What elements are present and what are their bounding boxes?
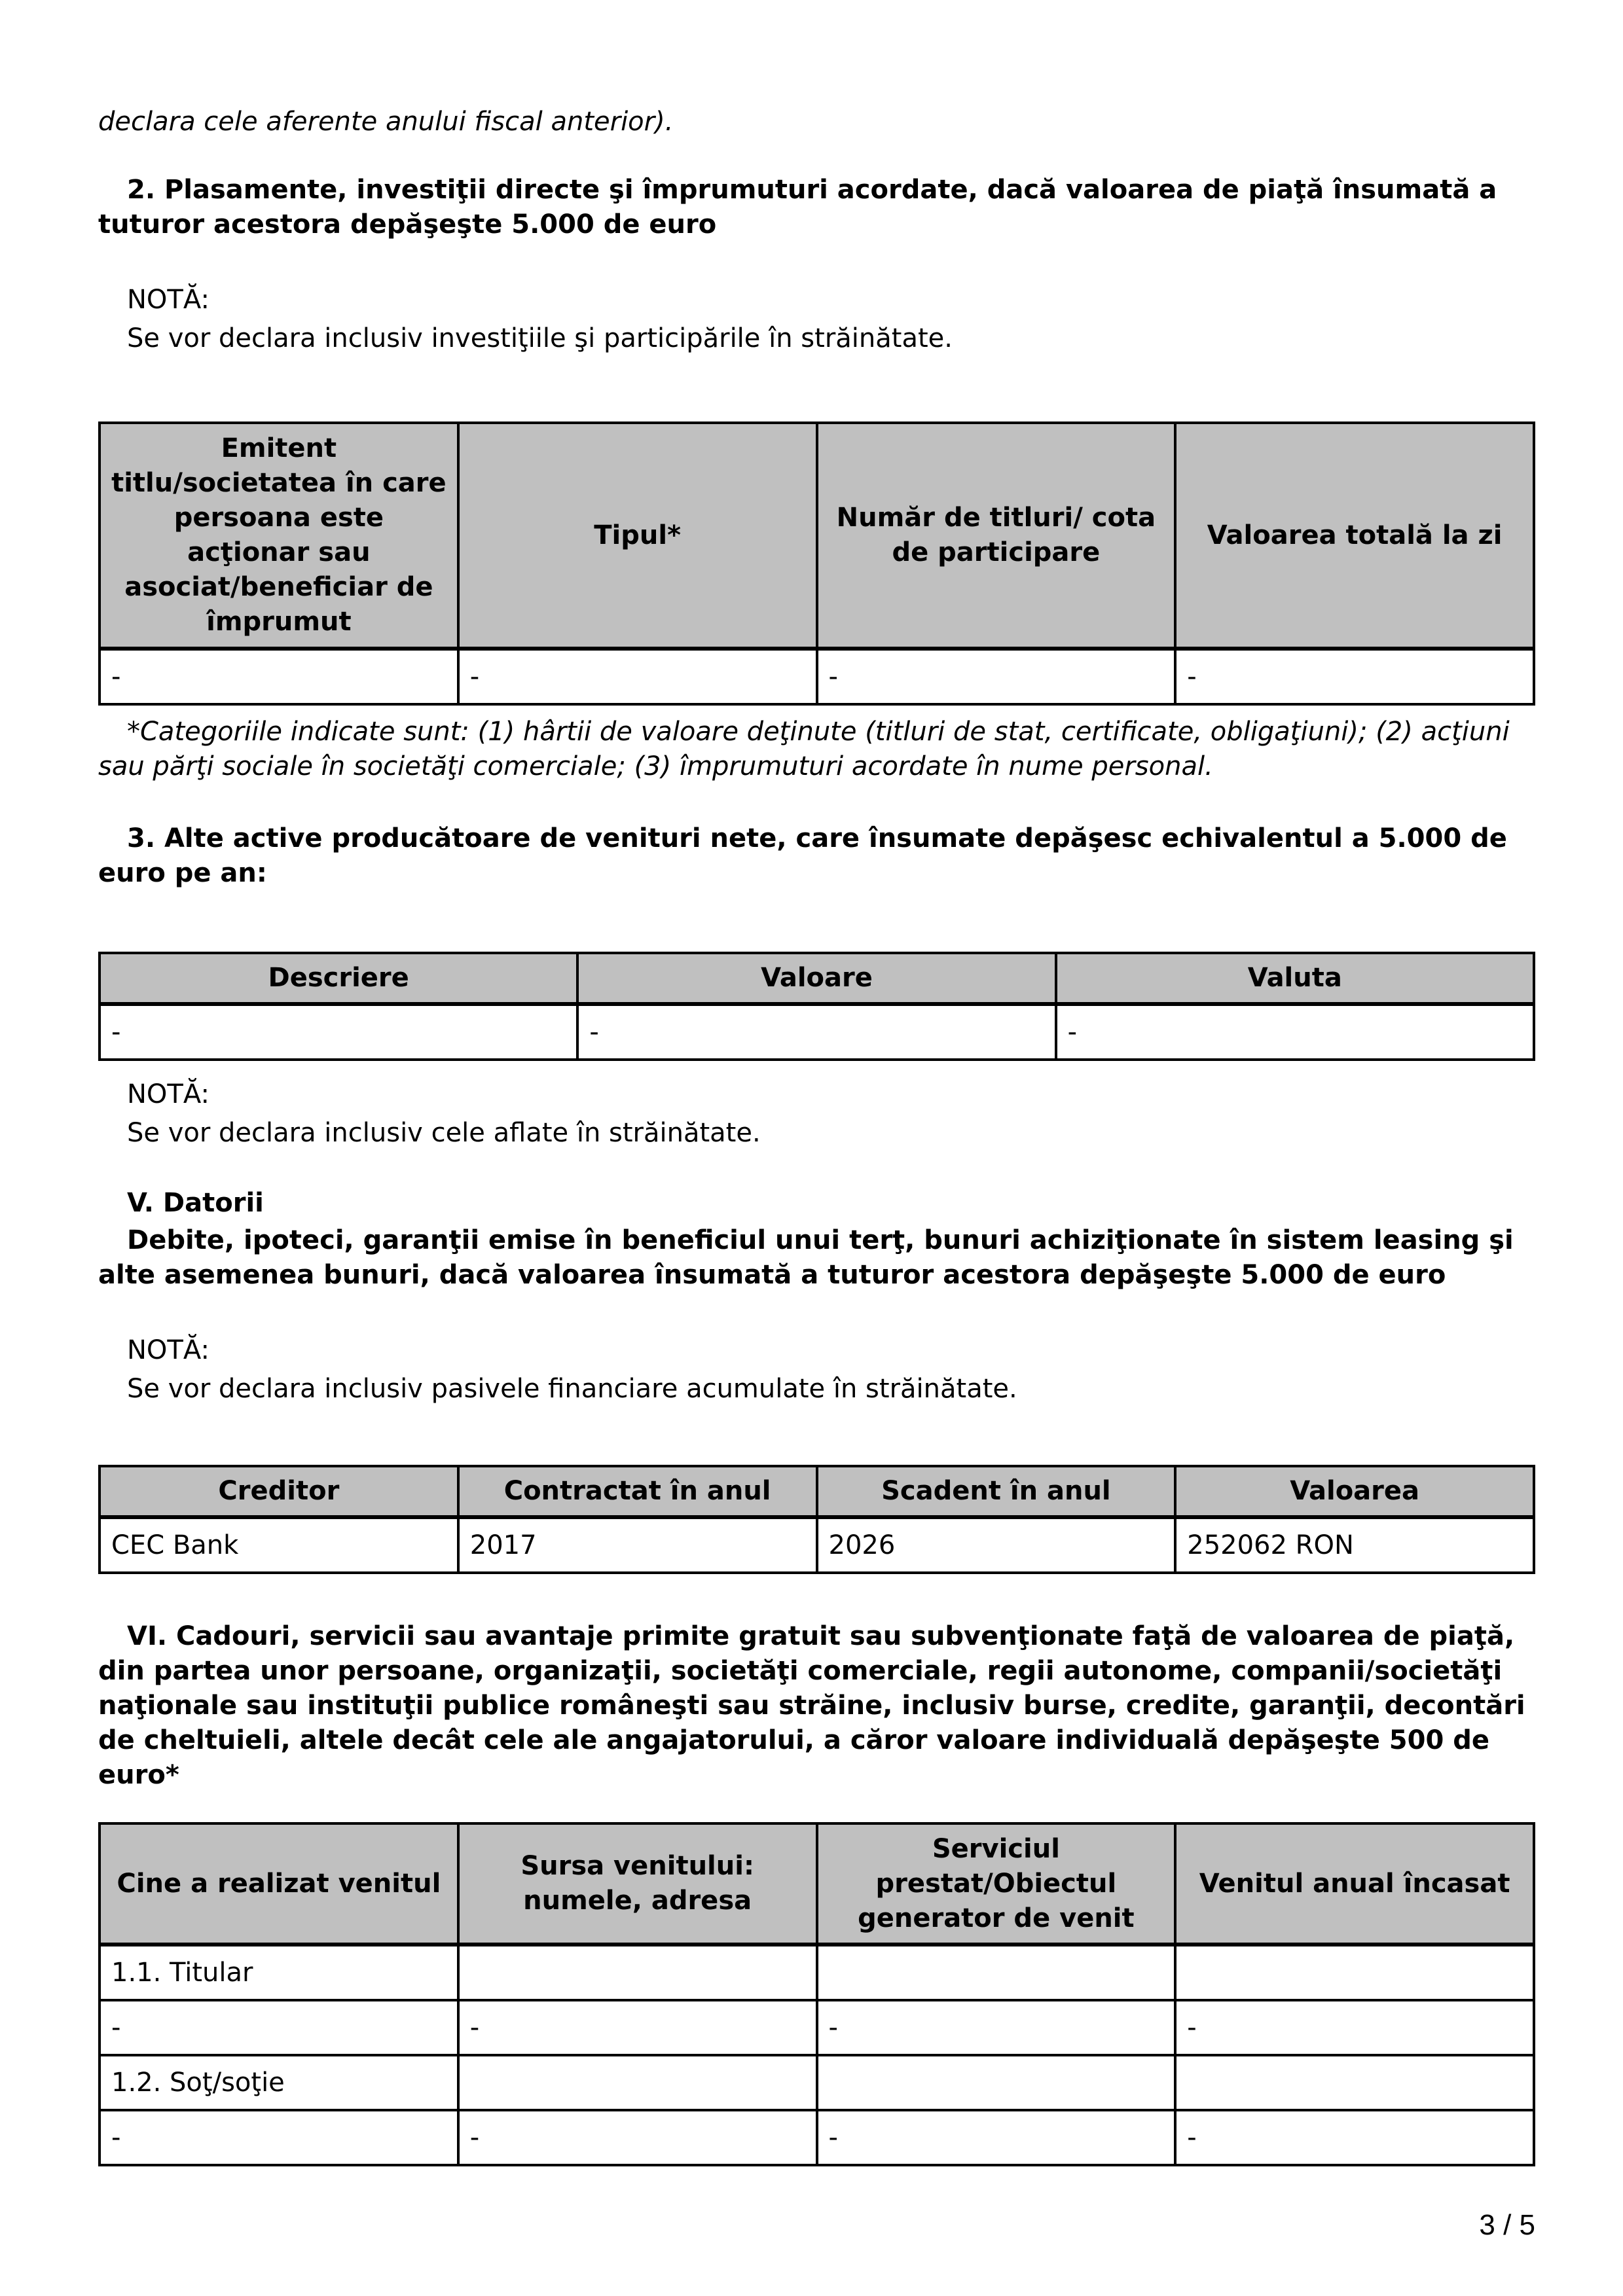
column-header-scadent: Scadent în anul bbox=[817, 1466, 1176, 1517]
table-cell bbox=[1175, 2055, 1534, 2110]
table-cell bbox=[1175, 1945, 1534, 2000]
table-cell-creditor: CEC Bank bbox=[100, 1517, 458, 1573]
table-cell-scadent: 2026 bbox=[817, 1517, 1176, 1573]
column-header-cine: Cine a realizat venitul bbox=[100, 1823, 458, 1945]
table-cell bbox=[817, 1945, 1176, 2000]
column-header-valoarea: Valoarea bbox=[1175, 1466, 1534, 1517]
section-3-heading: 3. Alte active producătoare de venituri nete, care însumate depăşesc echivalentul a 5.000 de euro pe an: bbox=[98, 823, 1507, 888]
table-row bbox=[100, 649, 1534, 704]
gifts-table bbox=[98, 1822, 1535, 2166]
section-5-note-text: Se vor declara inclusiv pasivele financiare acumulate în străinătate. bbox=[127, 1374, 1017, 1404]
table-cell: - bbox=[817, 2110, 1176, 2165]
table-cell: 1.1. Titular bbox=[100, 1945, 458, 2000]
column-header-sursa: Sursa venitului: numele, adresa bbox=[458, 1823, 817, 1945]
table-cell: - bbox=[100, 1004, 577, 1060]
table-cell: 1.2. Soţ/soţie bbox=[100, 2055, 458, 2110]
column-header-creditor: Creditor bbox=[100, 1466, 458, 1517]
column-header-tipul: Tipul* bbox=[458, 423, 817, 649]
table-cell-valoarea: 252062 RON bbox=[1175, 1517, 1534, 1573]
section-5-title: V. Datorii bbox=[127, 1188, 264, 1218]
column-header-valoare: Valoare bbox=[577, 953, 1055, 1004]
table-cell: - bbox=[458, 649, 817, 704]
section-2-note-text: Se vor declara inclusiv investiţiile şi participările în străinătate. bbox=[127, 323, 953, 353]
intro-tail-text: declara cele aferente anului fiscal anterior). bbox=[98, 107, 674, 137]
section-5-note-label: NOTĂ: bbox=[127, 1335, 210, 1365]
column-header-numar-titluri: Număr de titluri/ cota de participare bbox=[817, 423, 1176, 649]
section-2-heading: 2. Plasamente, investiţii directe şi împrumuturi acordate, dacă valoarea de piaţă însumată a tuturor acestora depăşeşte 5.000 de euro bbox=[98, 175, 1497, 240]
table-cell: - bbox=[577, 1004, 1055, 1060]
table-cell: - bbox=[100, 649, 458, 704]
table-row bbox=[100, 1517, 1534, 1573]
section-2-footnote: *Categoriile indicate sunt: (1) hârtii de valoare deţinute (titluri de stat, certificate, obligaţiuni); (2) acţiuni sau părţi sociale în societăţi comerciale; (3) împrumuturi acordate în nume personal. bbox=[98, 717, 1510, 781]
column-header-contractat: Contractat în anul bbox=[458, 1466, 817, 1517]
section-3-note-label: NOTĂ: bbox=[127, 1079, 210, 1109]
section-2-note-label: NOTĂ: bbox=[127, 285, 210, 315]
table-cell-contractat: 2017 bbox=[458, 1517, 817, 1573]
table-row bbox=[100, 1004, 1534, 1060]
other-assets-table bbox=[98, 952, 1535, 1061]
table-cell: - bbox=[1175, 649, 1534, 704]
table-cell: - bbox=[100, 2110, 458, 2165]
table-cell: - bbox=[1056, 1004, 1534, 1060]
table-cell: - bbox=[1175, 2110, 1534, 2165]
table-cell: - bbox=[1175, 2000, 1534, 2055]
column-header-serviciul: Serviciul prestat/Obiectul generator de venit bbox=[817, 1823, 1176, 1945]
table-row bbox=[100, 2000, 1534, 2055]
column-header-valoarea-totala: Valoarea totală la zi bbox=[1175, 423, 1534, 649]
column-header-valuta: Valuta bbox=[1056, 953, 1534, 1004]
table-cell: - bbox=[458, 2110, 817, 2165]
table-row bbox=[100, 2110, 1534, 2165]
table-cell: - bbox=[458, 2000, 817, 2055]
table-row bbox=[100, 1945, 1534, 2000]
table-cell: - bbox=[817, 2000, 1176, 2055]
table-cell: - bbox=[100, 2000, 458, 2055]
section-5-heading: Debite, ipoteci, garanţii emise în beneficiul unui terţ, bunuri achiziţionate în sistem leasing şi alte asemenea bunuri, dacă valoarea însumată a tuturor acestora depăşeşte 5.000 de euro bbox=[98, 1225, 1514, 1290]
column-header-venitul: Venitul anual încasat bbox=[1175, 1823, 1534, 1945]
investments-table bbox=[98, 422, 1535, 706]
table-cell bbox=[817, 2055, 1176, 2110]
column-header-descriere: Descriere bbox=[100, 953, 577, 1004]
column-header-emitent: Emitent titlu/societatea în care persoana este acţionar sau asociat/beneficiar de împrumut bbox=[100, 423, 458, 649]
debts-table bbox=[98, 1465, 1535, 1574]
section-3-note-text: Se vor declara inclusiv cele aflate în străinătate. bbox=[127, 1118, 761, 1148]
section-6-heading: VI. Cadouri, servicii sau avantaje primite gratuit sau subvenţionate faţă de valoarea de piaţă, din partea unor persoane, organizaţii, societăţi comerciale, regii autonome, companii/societăţi naţionale sau instituţii publice româneşti sau străine, inclusiv burse, credite, garanţii, decontări de cheltuieli, altele decât cele ale angajatorului, a căror valoare individuală depăşeşte 500 de euro* bbox=[98, 1621, 1525, 1790]
table-cell bbox=[458, 2055, 817, 2110]
table-cell: - bbox=[817, 649, 1176, 704]
table-cell bbox=[458, 1945, 817, 2000]
page-number: 3 / 5 bbox=[1479, 2209, 1535, 2241]
table-row bbox=[100, 2055, 1534, 2110]
